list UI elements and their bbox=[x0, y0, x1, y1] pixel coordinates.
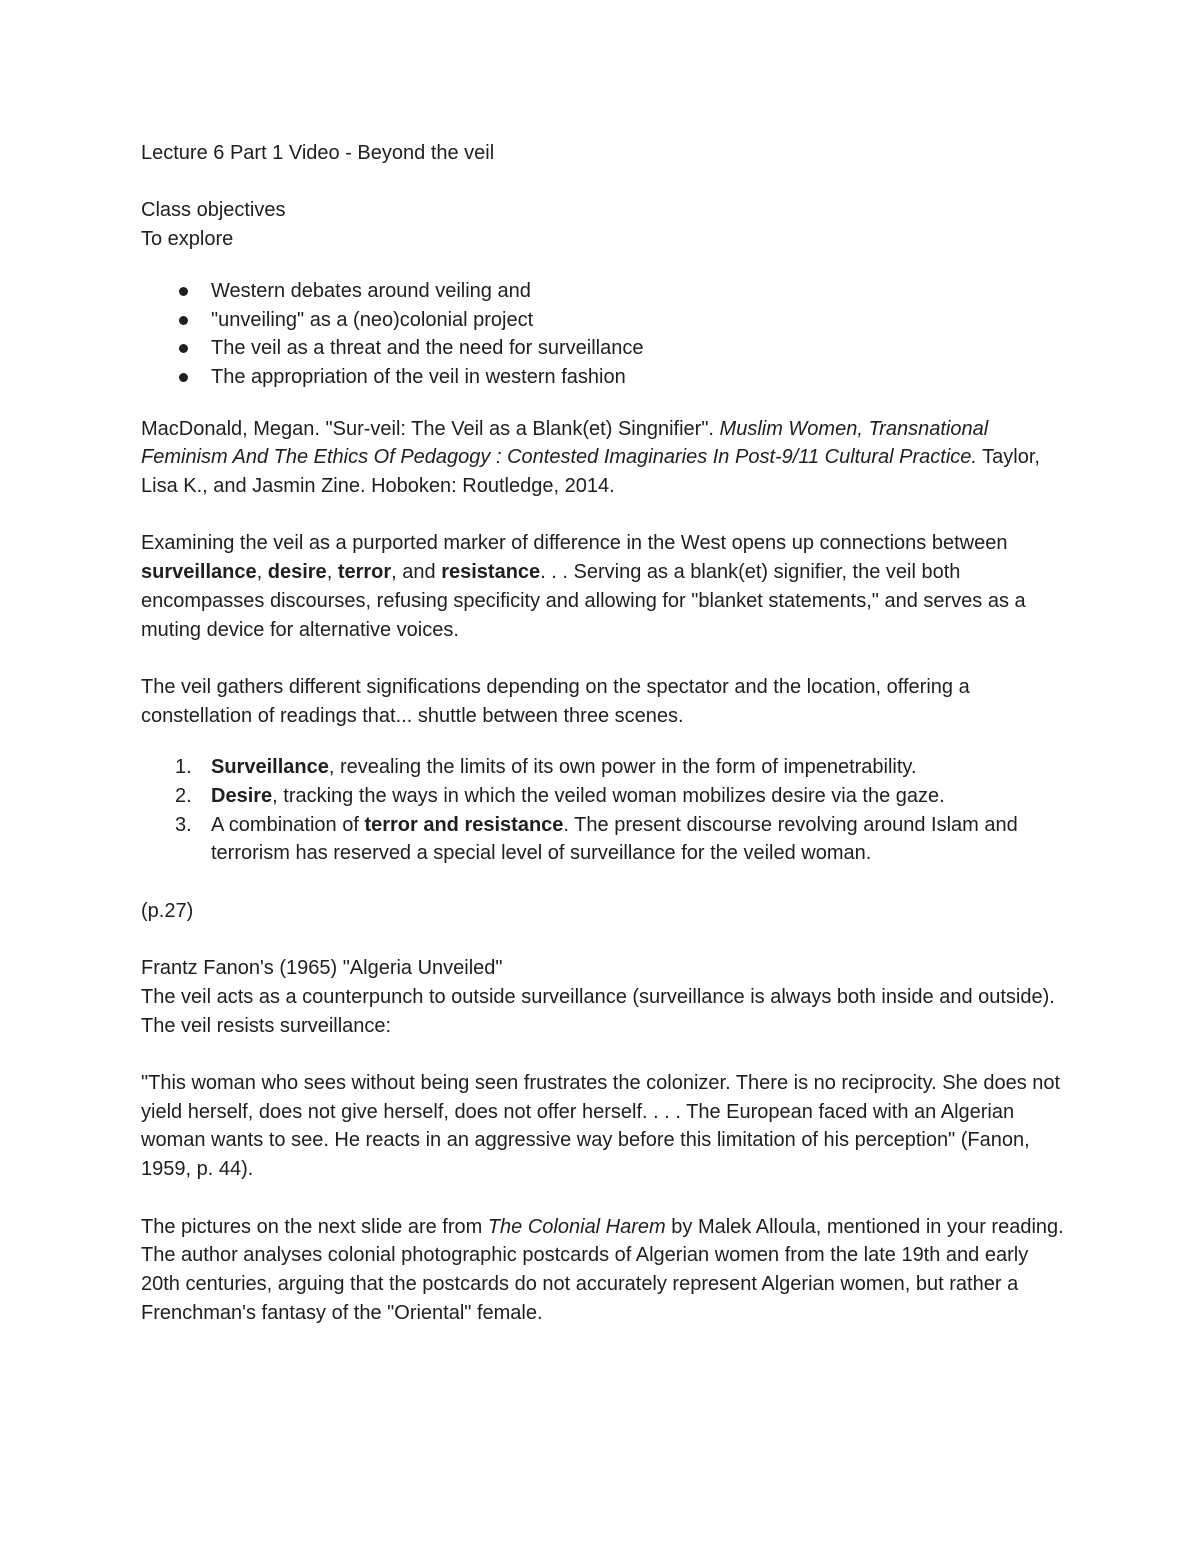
citation: MacDonald, Megan. "Sur-veil: The Veil as a Blank(et) Singnifier". Muslim Women, Transnational Feminism And The Ethics Of Pedagogy : Contested Imaginaries In Post-9/11 Cultural Practice. Taylor, Lisa K., and Jasmin Zine. Hoboken: Routledge, 2014. bbox=[141, 417, 1040, 498]
fanon-line-1: The veil acts as a counterpunch to outside surveillance (surveillance is always both inside and outside). bbox=[141, 985, 1055, 1008]
document-title: Lecture 6 Part 1 Video - Beyond the veil bbox=[141, 142, 495, 164]
bullet-icon bbox=[179, 316, 188, 325]
document-page bbox=[141, 139, 1071, 1327]
bullet-icon bbox=[179, 287, 188, 296]
fanon-quote: "This woman who sees without being seen frustrates the colonizer. There is no reciprocity. She does not yield herself, does not give herself, does not offer herself. . . . The European faced with an Algerian woman wants to see. He reacts in an aggressive way before this limitation of his perception" (Fanon, 1959, p. 44). bbox=[141, 1072, 1061, 1181]
objectives-intro: To explore bbox=[141, 228, 234, 251]
bullet-icon bbox=[179, 373, 188, 382]
list-item: Western debates around veiling and bbox=[211, 277, 1071, 306]
pictures-analysis: The author analyses colonial photographic postcards of Algerian women from the late 19th and early 20th centuries, arguing that the postcards do not accurately represent Algerian women, but rather a Frenchman's fantasy of the "Oriental" female. bbox=[141, 1244, 1029, 1324]
list-item: "unveiling" as a (neo)colonial project bbox=[211, 306, 1071, 335]
citation-book-title: Muslim Women, Transnational Feminism And The Ethics Of Pedagogy : Contested Imaginaries In Post-9/11 Cultural Practice. bbox=[141, 417, 989, 469]
paragraph-veil-difference: Examining the veil as a purported marker of difference in the West opens up connections between surveillance, desire, terror, and resistance. . . Serving as a blank(et) signifier, the veil both encompasses discourses, refusing specificity and allowing for "blanket statements," and serves as a muting device for alternative voices. bbox=[141, 532, 1026, 641]
pictures-paragraph: The pictures on the next slide are from The Colonial Harem by Malek Alloula, mentioned in your reading. bbox=[141, 1215, 1064, 1238]
fanon-heading: Frantz Fanon's (1965) "Algeria Unveiled" bbox=[141, 957, 503, 980]
list-item: The veil as a threat and the need for surveillance bbox=[211, 334, 1071, 363]
paragraph-significations: The veil gathers different significations depending on the spectator and the location, offering a constellation of readings that... shuttle between three scenes. bbox=[141, 675, 970, 727]
list-item: 3. A combination of terror and resistance. The present discourse revolving around Islam and terrorism has reserved a special level of surveillance for the veiled woman. bbox=[175, 813, 1018, 865]
list-item: 1. Surveillance, revealing the limits of its own power in the form of impenetrability. bbox=[175, 756, 917, 779]
list-item: The appropriation of the veil in western fashion bbox=[211, 363, 1071, 392]
colonial-harem-title: The Colonial Harem bbox=[487, 1215, 666, 1238]
objectives-list bbox=[141, 277, 1071, 392]
fanon-line-2: The veil resists surveillance: bbox=[141, 1014, 392, 1037]
page-reference: (p.27) bbox=[141, 899, 194, 922]
scenes-list bbox=[141, 753, 1071, 868]
objectives-heading: Class objectives bbox=[141, 199, 286, 222]
list-item: 2. Desire, tracking the ways in which the veiled woman mobilizes desire via the gaze. bbox=[175, 785, 945, 808]
bullet-icon bbox=[179, 344, 188, 353]
